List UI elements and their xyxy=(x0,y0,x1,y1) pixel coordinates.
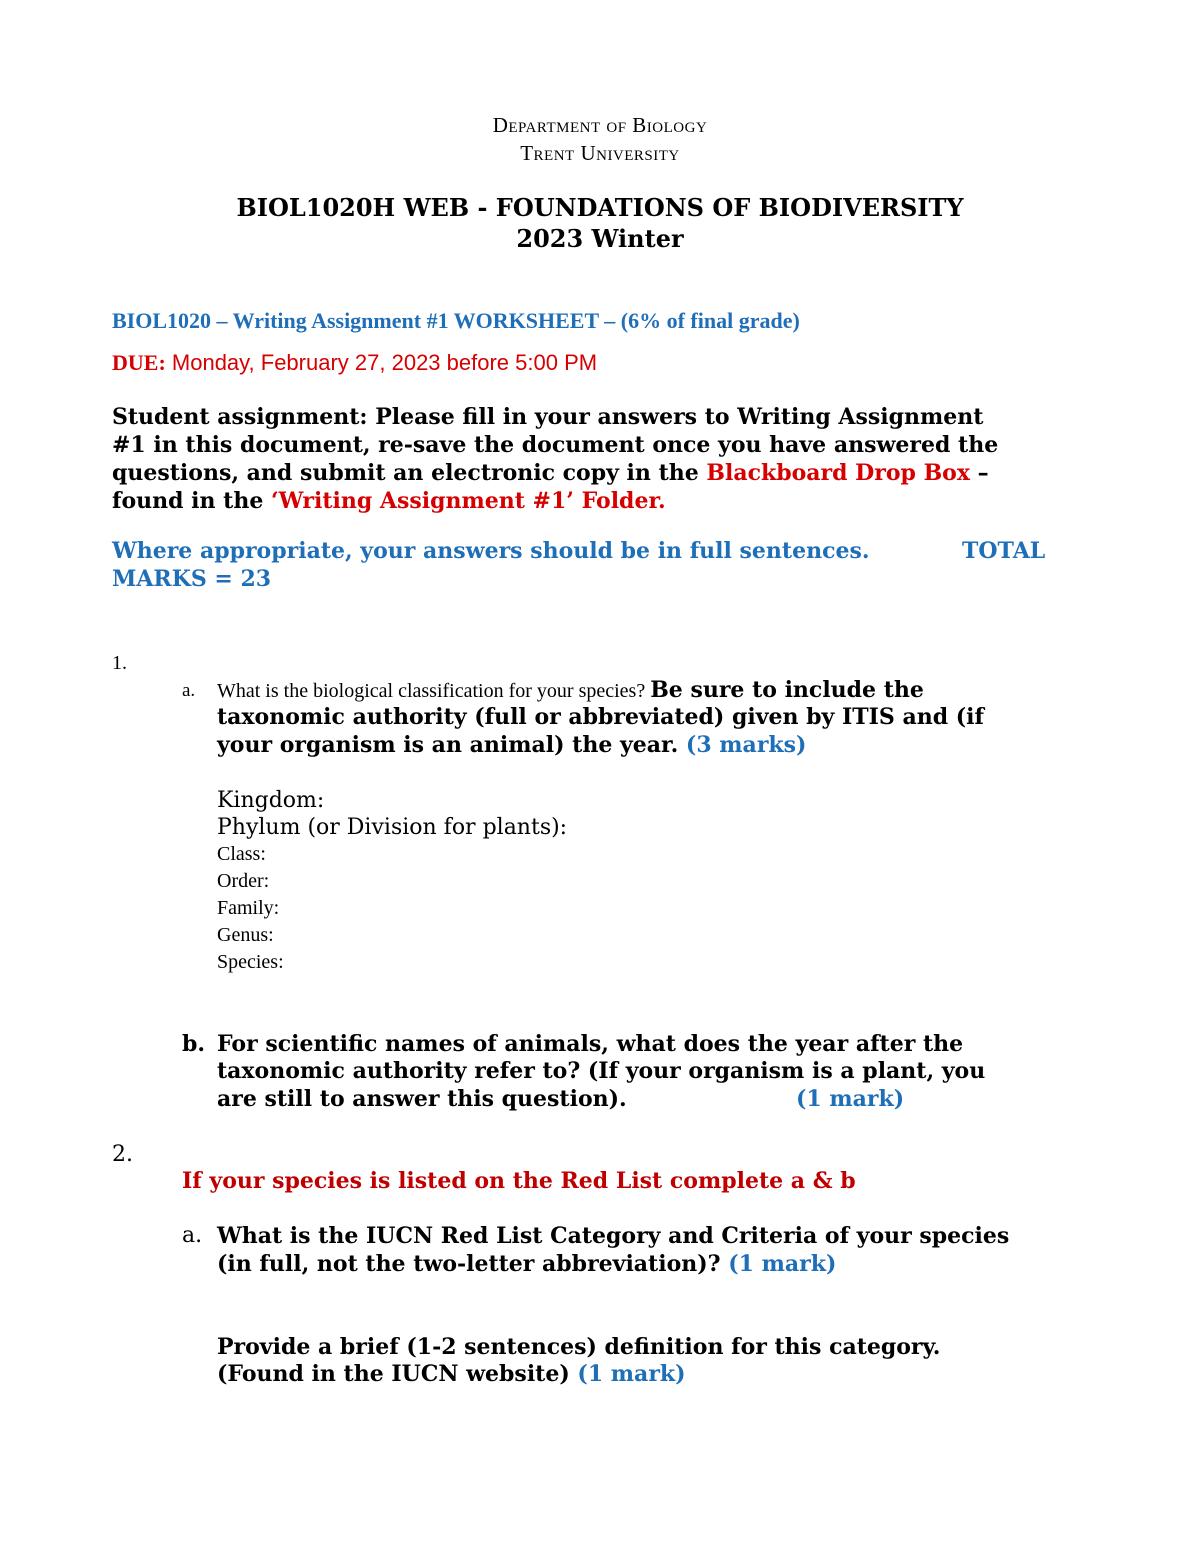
question-1b-letter: b. xyxy=(182,1031,206,1057)
question-2a-line-2 xyxy=(217,1251,836,1277)
rank-order: Order: xyxy=(217,870,270,892)
question-1a-line-3-text: your organism is an animal) the year. xyxy=(217,732,686,758)
sentences-note: Where appropriate, your answers should be in full sentences. xyxy=(112,538,870,564)
definition-line-2-text: (Found in the IUCN website) xyxy=(217,1361,578,1387)
assignment-title: BIOL1020 – Writing Assignment #1 WORKSHEET – (6% of final grade) xyxy=(112,308,800,333)
definition-line-2 xyxy=(217,1361,686,1387)
instructions-line-4-text: found in the xyxy=(112,488,271,514)
question-1a-letter: a. xyxy=(182,680,196,701)
red-list-note: If your species is listed on the Red List complete a & b xyxy=(182,1168,856,1194)
due-date: Monday, February 27, 2023 before 5:00 PM xyxy=(165,350,598,375)
question-1a-emphasis: Be sure to include the xyxy=(650,677,924,703)
question-1a-marks: (3 marks) xyxy=(685,732,807,758)
definition-marks: (1 mark) xyxy=(577,1361,686,1387)
total-label: TOTAL xyxy=(962,538,1046,564)
question-1-number: 1. xyxy=(112,652,127,674)
rank-genus: Genus: xyxy=(217,924,274,946)
question-2a-marks: (1 mark) xyxy=(728,1251,837,1277)
rank-class: Class: xyxy=(217,843,266,865)
question-2a-line-1: What is the IUCN Red List Category and Criteria of your species xyxy=(217,1223,1010,1249)
total-marks: MARKS = 23 xyxy=(112,566,272,592)
rank-family: Family: xyxy=(217,897,280,919)
department-heading: Department of Biology xyxy=(492,113,708,137)
instructions-line-2: #1 in this document, re-save the document once you have answered the xyxy=(112,432,999,458)
instructions-line-4 xyxy=(112,488,666,514)
question-1a-line-3 xyxy=(217,732,806,758)
instructions-dash: – xyxy=(969,460,989,486)
due-label: DUE: xyxy=(112,350,166,375)
question-1a-line-1 xyxy=(217,677,924,703)
rank-species: Species: xyxy=(217,951,284,973)
rank-kingdom: Kingdom: xyxy=(217,788,325,813)
question-1a-intro: What is the biological classification for your species? xyxy=(217,680,651,702)
question-1b-line-1: For scientific names of animals, what does the year after the xyxy=(217,1031,964,1057)
definition-line-1: Provide a brief (1-2 sentences) definition for this category. xyxy=(217,1334,941,1360)
instructions-line-1: Student assignment: Please fill in your answers to Writing Assignment xyxy=(112,404,984,430)
question-2a-line-2-text: (in full, not the two-letter abbreviation)? xyxy=(217,1251,729,1277)
question-1b-line-3: are still to answer this question). xyxy=(217,1086,627,1112)
due-line xyxy=(112,350,597,376)
question-1b-line-2: taxonomic authority refer to? (If your organism is a plant, you xyxy=(217,1058,986,1084)
term-heading: 2023 Winter xyxy=(516,224,684,253)
instructions-line-3 xyxy=(112,460,989,486)
question-1b-marks: (1 mark) xyxy=(796,1086,905,1112)
question-2a-letter: a. xyxy=(182,1223,203,1248)
course-title: BIOL1020H WEB - FOUNDATIONS OF BIODIVERSITY xyxy=(236,193,964,222)
folder-name: ‘Writing Assignment #1’ Folder. xyxy=(271,488,666,514)
question-2-number: 2. xyxy=(112,1142,133,1167)
university-heading: Trent University xyxy=(520,141,680,165)
rank-phylum: Phylum (or Division for plants): xyxy=(217,815,568,840)
question-1a-line-2: taxonomic authority (full or abbreviated) given by ITIS and (if xyxy=(217,704,985,730)
instructions-line-3-text: questions, and submit an electronic copy in the xyxy=(112,460,707,486)
dropbox-link-text: Blackboard Drop Box xyxy=(706,460,970,486)
